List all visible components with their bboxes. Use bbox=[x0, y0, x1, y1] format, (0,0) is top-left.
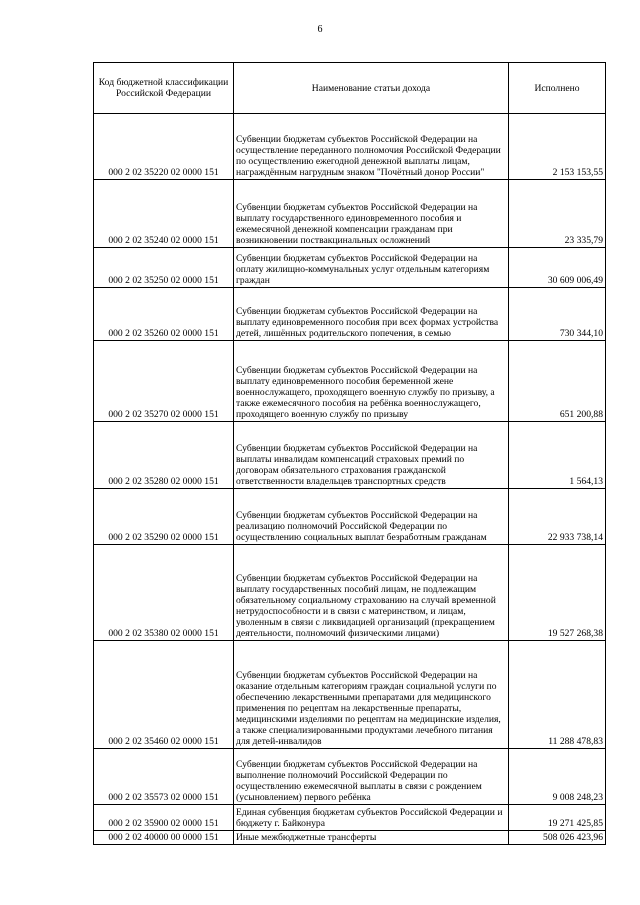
table-row bbox=[94, 831, 606, 845]
row-code: 000 2 02 35290 02 0000 151 bbox=[94, 489, 234, 545]
table-row bbox=[94, 805, 606, 831]
row-amount: 19 527 268,38 bbox=[509, 545, 606, 641]
row-code: 000 2 02 35380 02 0000 151 bbox=[94, 545, 234, 641]
row-name: Иные межбюджетные трансферты bbox=[234, 831, 509, 845]
table-row bbox=[94, 422, 606, 489]
row-name: Субвенции бюджетам субъектов Российской Федерации на выплату государственного единовременного пособия и ежемесячной денежной компенсации гражданам при возникновении поствакцинальных осложнений bbox=[234, 180, 509, 248]
header-name: Наименование статьи дохода bbox=[234, 63, 509, 114]
row-code: 000 2 02 35260 02 0000 151 bbox=[94, 288, 234, 341]
row-code: 000 2 02 35220 02 0000 151 bbox=[94, 114, 234, 180]
row-name: Субвенции бюджетам субъектов Российской Федерации на выплаты инвалидам компенсаций страховых премий по договорам обязательного страхования гражданской ответственности владельцев транспортных средств bbox=[234, 422, 509, 489]
row-name: Субвенции бюджетам субъектов Российской Федерации на оказание отдельным категориям граждан социальной услуги по обеспечению лекарственными препаратами для медицинского применения по рецептам на лекарственные препараты, медицинскими изделиями по рецептам на медицинские изделия, а также специализированными продуктами лечебного питания для детей-инвалидов bbox=[234, 641, 509, 749]
table-row bbox=[94, 489, 606, 545]
row-amount: 730 344,10 bbox=[509, 288, 606, 341]
row-code: 000 2 02 40000 00 0000 151 bbox=[94, 831, 234, 845]
page-number: 6 bbox=[317, 24, 323, 35]
row-amount: 651 200,88 bbox=[509, 341, 606, 422]
table-row bbox=[94, 288, 606, 341]
row-amount: 1 564,13 bbox=[509, 422, 606, 489]
row-amount: 19 271 425,85 bbox=[509, 805, 606, 831]
row-code: 000 2 02 35573 02 0000 151 bbox=[94, 749, 234, 805]
header-code: Код бюджетной классификации Российской Федерации bbox=[94, 63, 234, 114]
table-row bbox=[94, 180, 606, 248]
row-name: Субвенции бюджетам субъектов Российской Федерации на осуществление переданного полномочия Российской Федерации по осуществлению ежегодной денежной выплаты лицам, награждённым нагрудным знаком "Почётный донор России" bbox=[234, 114, 509, 180]
table-body bbox=[94, 114, 606, 845]
row-amount: 9 008 248,23 bbox=[509, 749, 606, 805]
row-code: 000 2 02 35270 02 0000 151 bbox=[94, 341, 234, 422]
revenue-table bbox=[93, 62, 606, 845]
table-row bbox=[94, 641, 606, 749]
row-code: 000 2 02 35900 02 0000 151 bbox=[94, 805, 234, 831]
row-code: 000 2 02 35240 02 0000 151 bbox=[94, 180, 234, 248]
row-name: Субвенции бюджетам субъектов Российской Федерации на выплату единовременного пособия беременной жене военнослужащего, проходящего военную службу по призыву, а также ежемесячного пособия на ребёнка военнослужащего, проходящего военную службу по призыву bbox=[234, 341, 509, 422]
header-amount: Исполнено bbox=[509, 63, 606, 114]
table-row bbox=[94, 248, 606, 288]
row-amount: 30 609 006,49 bbox=[509, 248, 606, 288]
table-row bbox=[94, 114, 606, 180]
row-name: Единая субвенция бюджетам субъектов Российской Федерации и бюджету г. Байконура bbox=[234, 805, 509, 831]
table-row bbox=[94, 545, 606, 641]
row-amount: 23 335,79 bbox=[509, 180, 606, 248]
row-amount: 2 153 153,55 bbox=[509, 114, 606, 180]
table-row bbox=[94, 749, 606, 805]
row-name: Субвенции бюджетам субъектов Российской Федерации на выполнение полномочий Российской Федерации по осуществлению ежемесячной выплаты в связи с рождением (усыновлением) первого ребёнка bbox=[234, 749, 509, 805]
row-code: 000 2 02 35280 02 0000 151 bbox=[94, 422, 234, 489]
header-row bbox=[94, 63, 606, 114]
row-code: 000 2 02 35250 02 0000 151 bbox=[94, 248, 234, 288]
row-name: Субвенции бюджетам субъектов Российской Федерации на выплату единовременного пособия при всех формах устройства детей, лишённых родительского попечения, в семью bbox=[234, 288, 509, 341]
row-amount: 11 288 478,83 bbox=[509, 641, 606, 749]
table-header bbox=[94, 63, 606, 114]
table-row bbox=[94, 341, 606, 422]
row-name: Субвенции бюджетам субъектов Российской Федерации на выплату государственных пособий лицам, не подлежащим обязательному социальному страхованию на случай временной нетрудоспособности и в связи с материнством, и лицам, уволенным в связи с ликвидацией организаций (прекращением деятельности, полномочий физическими лицами) bbox=[234, 545, 509, 641]
row-code: 000 2 02 35460 02 0000 151 bbox=[94, 641, 234, 749]
row-amount: 508 026 423,96 bbox=[509, 831, 606, 845]
row-amount: 22 933 738,14 bbox=[509, 489, 606, 545]
row-name: Субвенции бюджетам субъектов Российской Федерации на оплату жилищно-коммунальных услуг отдельным категориям граждан bbox=[234, 248, 509, 288]
row-name: Субвенции бюджетам субъектов Российской Федерации на реализацию полномочий Российской Федерации по осуществлению социальных выплат безработным гражданам bbox=[234, 489, 509, 545]
